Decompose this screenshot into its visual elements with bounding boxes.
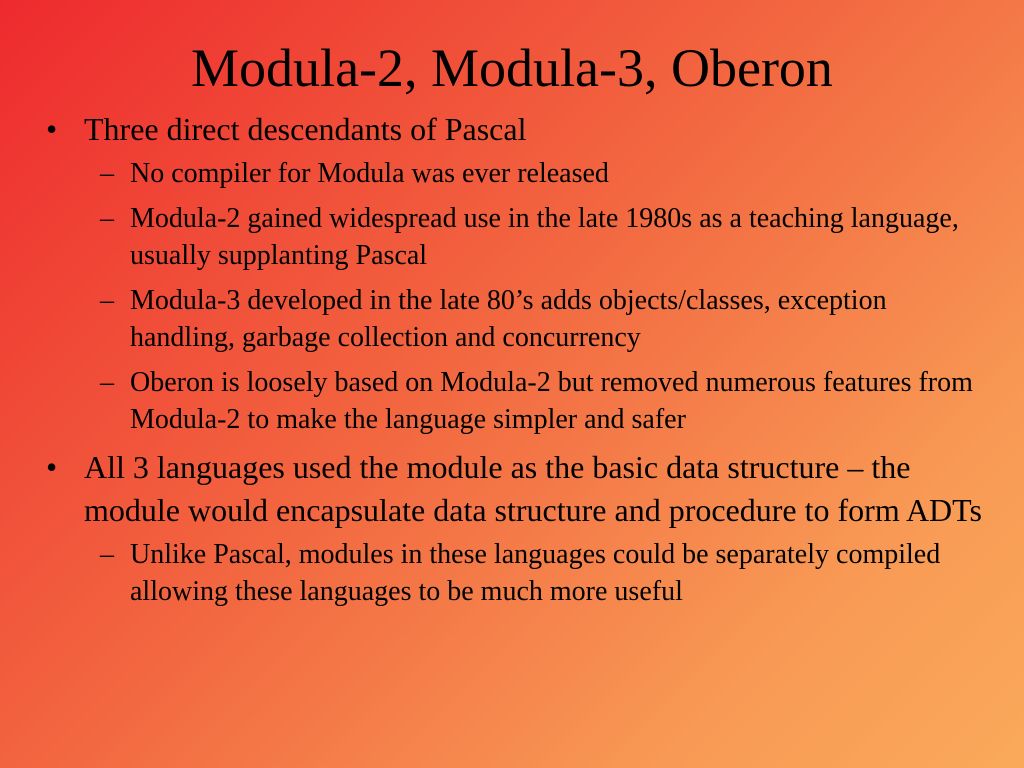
dash-icon: – — [100, 285, 114, 316]
sub-bullet-text: No compiler for Modula was ever released — [130, 158, 609, 189]
sub-bullet-text: Unlike Pascal, modules in these languages could be separately compiled allowing these languages to be much more useful — [130, 539, 941, 607]
sub-bullet-item — [86, 200, 990, 274]
sub-bullet-item — [86, 364, 990, 438]
bullet-item — [40, 108, 990, 438]
sub-bullet-text: Oberon is loosely based on Modula-2 but removed numerous features from Modula-2 to make the language simpler and safer — [130, 367, 973, 435]
sub-bullet-list — [84, 155, 990, 438]
dash-icon: – — [100, 203, 114, 234]
slide-title: Modula-2, Modula-3, Oberon — [191, 38, 833, 98]
sub-bullet-item — [86, 155, 990, 192]
sub-bullet-item — [86, 536, 990, 610]
dash-icon: – — [100, 158, 114, 189]
bullet-list — [40, 108, 990, 618]
bullet-icon: • — [46, 111, 58, 147]
dash-icon: – — [100, 539, 114, 570]
sub-bullet-text: Modula-3 developed in the late 80’s adds objects/classes, exception handling, garbage collection and concurrency — [130, 285, 887, 353]
bullet-icon: • — [46, 449, 58, 485]
sub-bullet-item — [86, 282, 990, 356]
bullet-text: Three direct descendants of Pascal — [84, 111, 527, 147]
sub-bullet-list — [84, 536, 990, 610]
sub-bullet-text: Modula-2 gained widespread use in the late 1980s as a teaching language, usually supplanting Pascal — [130, 203, 959, 271]
bullet-item — [40, 446, 990, 610]
bullet-text: All 3 languages used the module as the basic data structure – the module would encapsulate data structure and procedure to form ADTs — [84, 449, 982, 528]
dash-icon: – — [100, 367, 114, 398]
